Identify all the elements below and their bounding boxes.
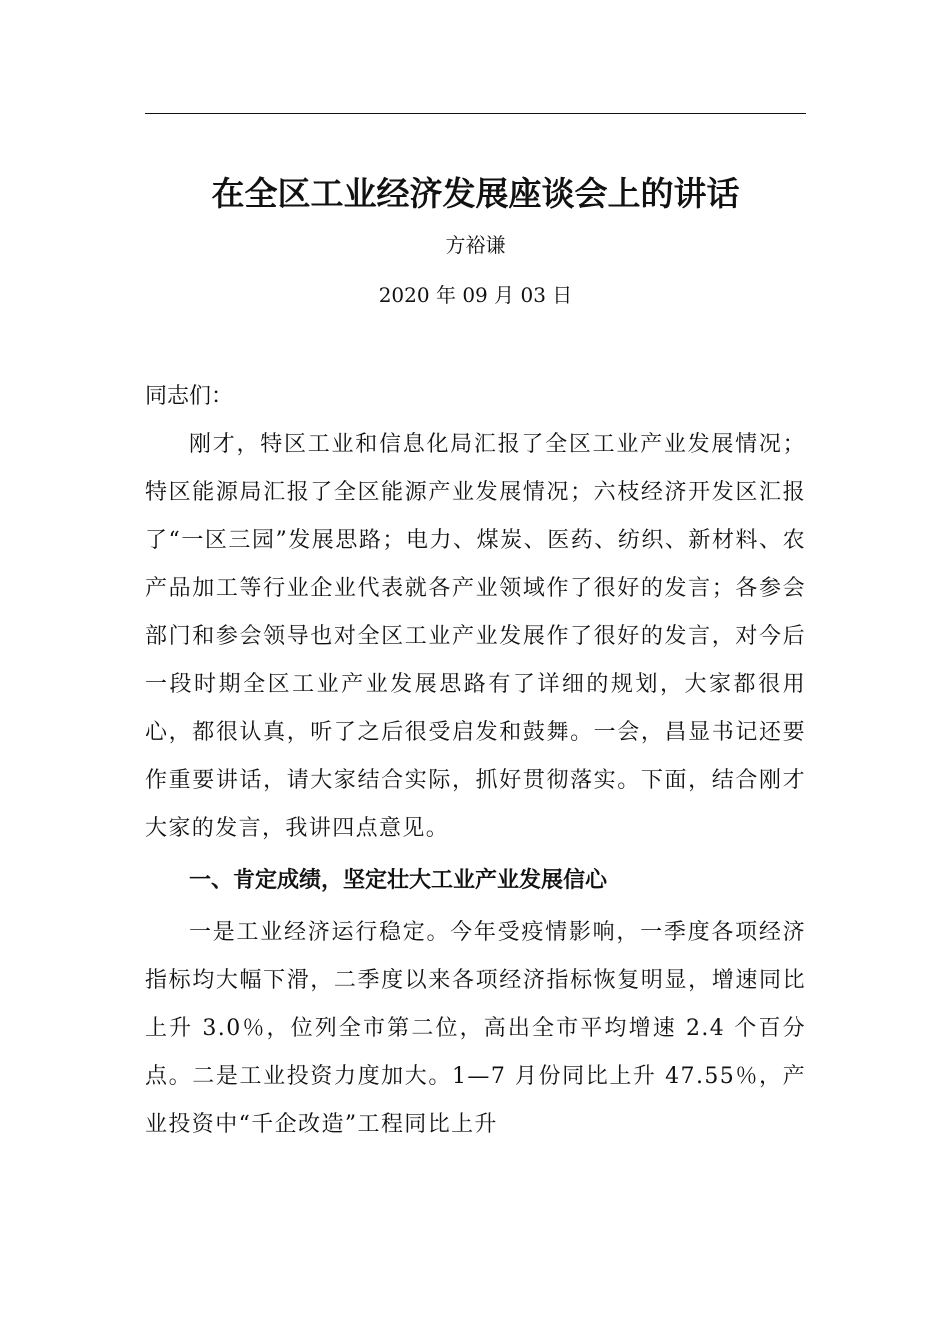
- document-title: 在全区工业经济发展座谈会上的讲话: [211, 174, 740, 213]
- section-heading-1: 一、肯定成绩，坚定壮大工业产业发展信心: [189, 868, 608, 893]
- header-rule: [145, 113, 806, 114]
- greeting: 同志们：: [145, 384, 234, 409]
- document-date: 2020 年 09 月 03 日: [378, 283, 573, 307]
- author-name: 方裕谦: [445, 233, 506, 257]
- section-1-paragraph: 一是工业经济运行稳定。今年受疫情影响，一季度各项经济指标均大幅下滑，二季度以来各项经济指标恢复明显，增速同比上升 3.0％，位列全市第二位，高出全市平均增速 2.4 个百分点。二是工业投资力度加大。1—7 月份同比上升 47.55％，产业投资中“千企改造”工程同比上升: [145, 920, 806, 1137]
- intro-paragraph: 刚才，特区工业和信息化局汇报了全区工业产业发展情况；特区能源局汇报了全区能源产业发展情况；六枝经济开发区汇报了“一区三园”发展思路；电力、煤炭、医药、纺织、新材料、农产品加工等行业企业代表就各产业领域作了很好的发言；各参会部门和参会领导也对全区工业产业发展作了很好的发言，对今后一段时期全区工业产业发展思路有了详细的规划，大家都很用心，都很认真，听了之后很受启发和鼓舞。一会，昌显书记还要作重要讲话，请大家结合实际，抓好贯彻落实。下面，结合刚才大家的发言，我讲四点意见。: [145, 432, 806, 841]
- document-body: [145, 373, 806, 1149]
